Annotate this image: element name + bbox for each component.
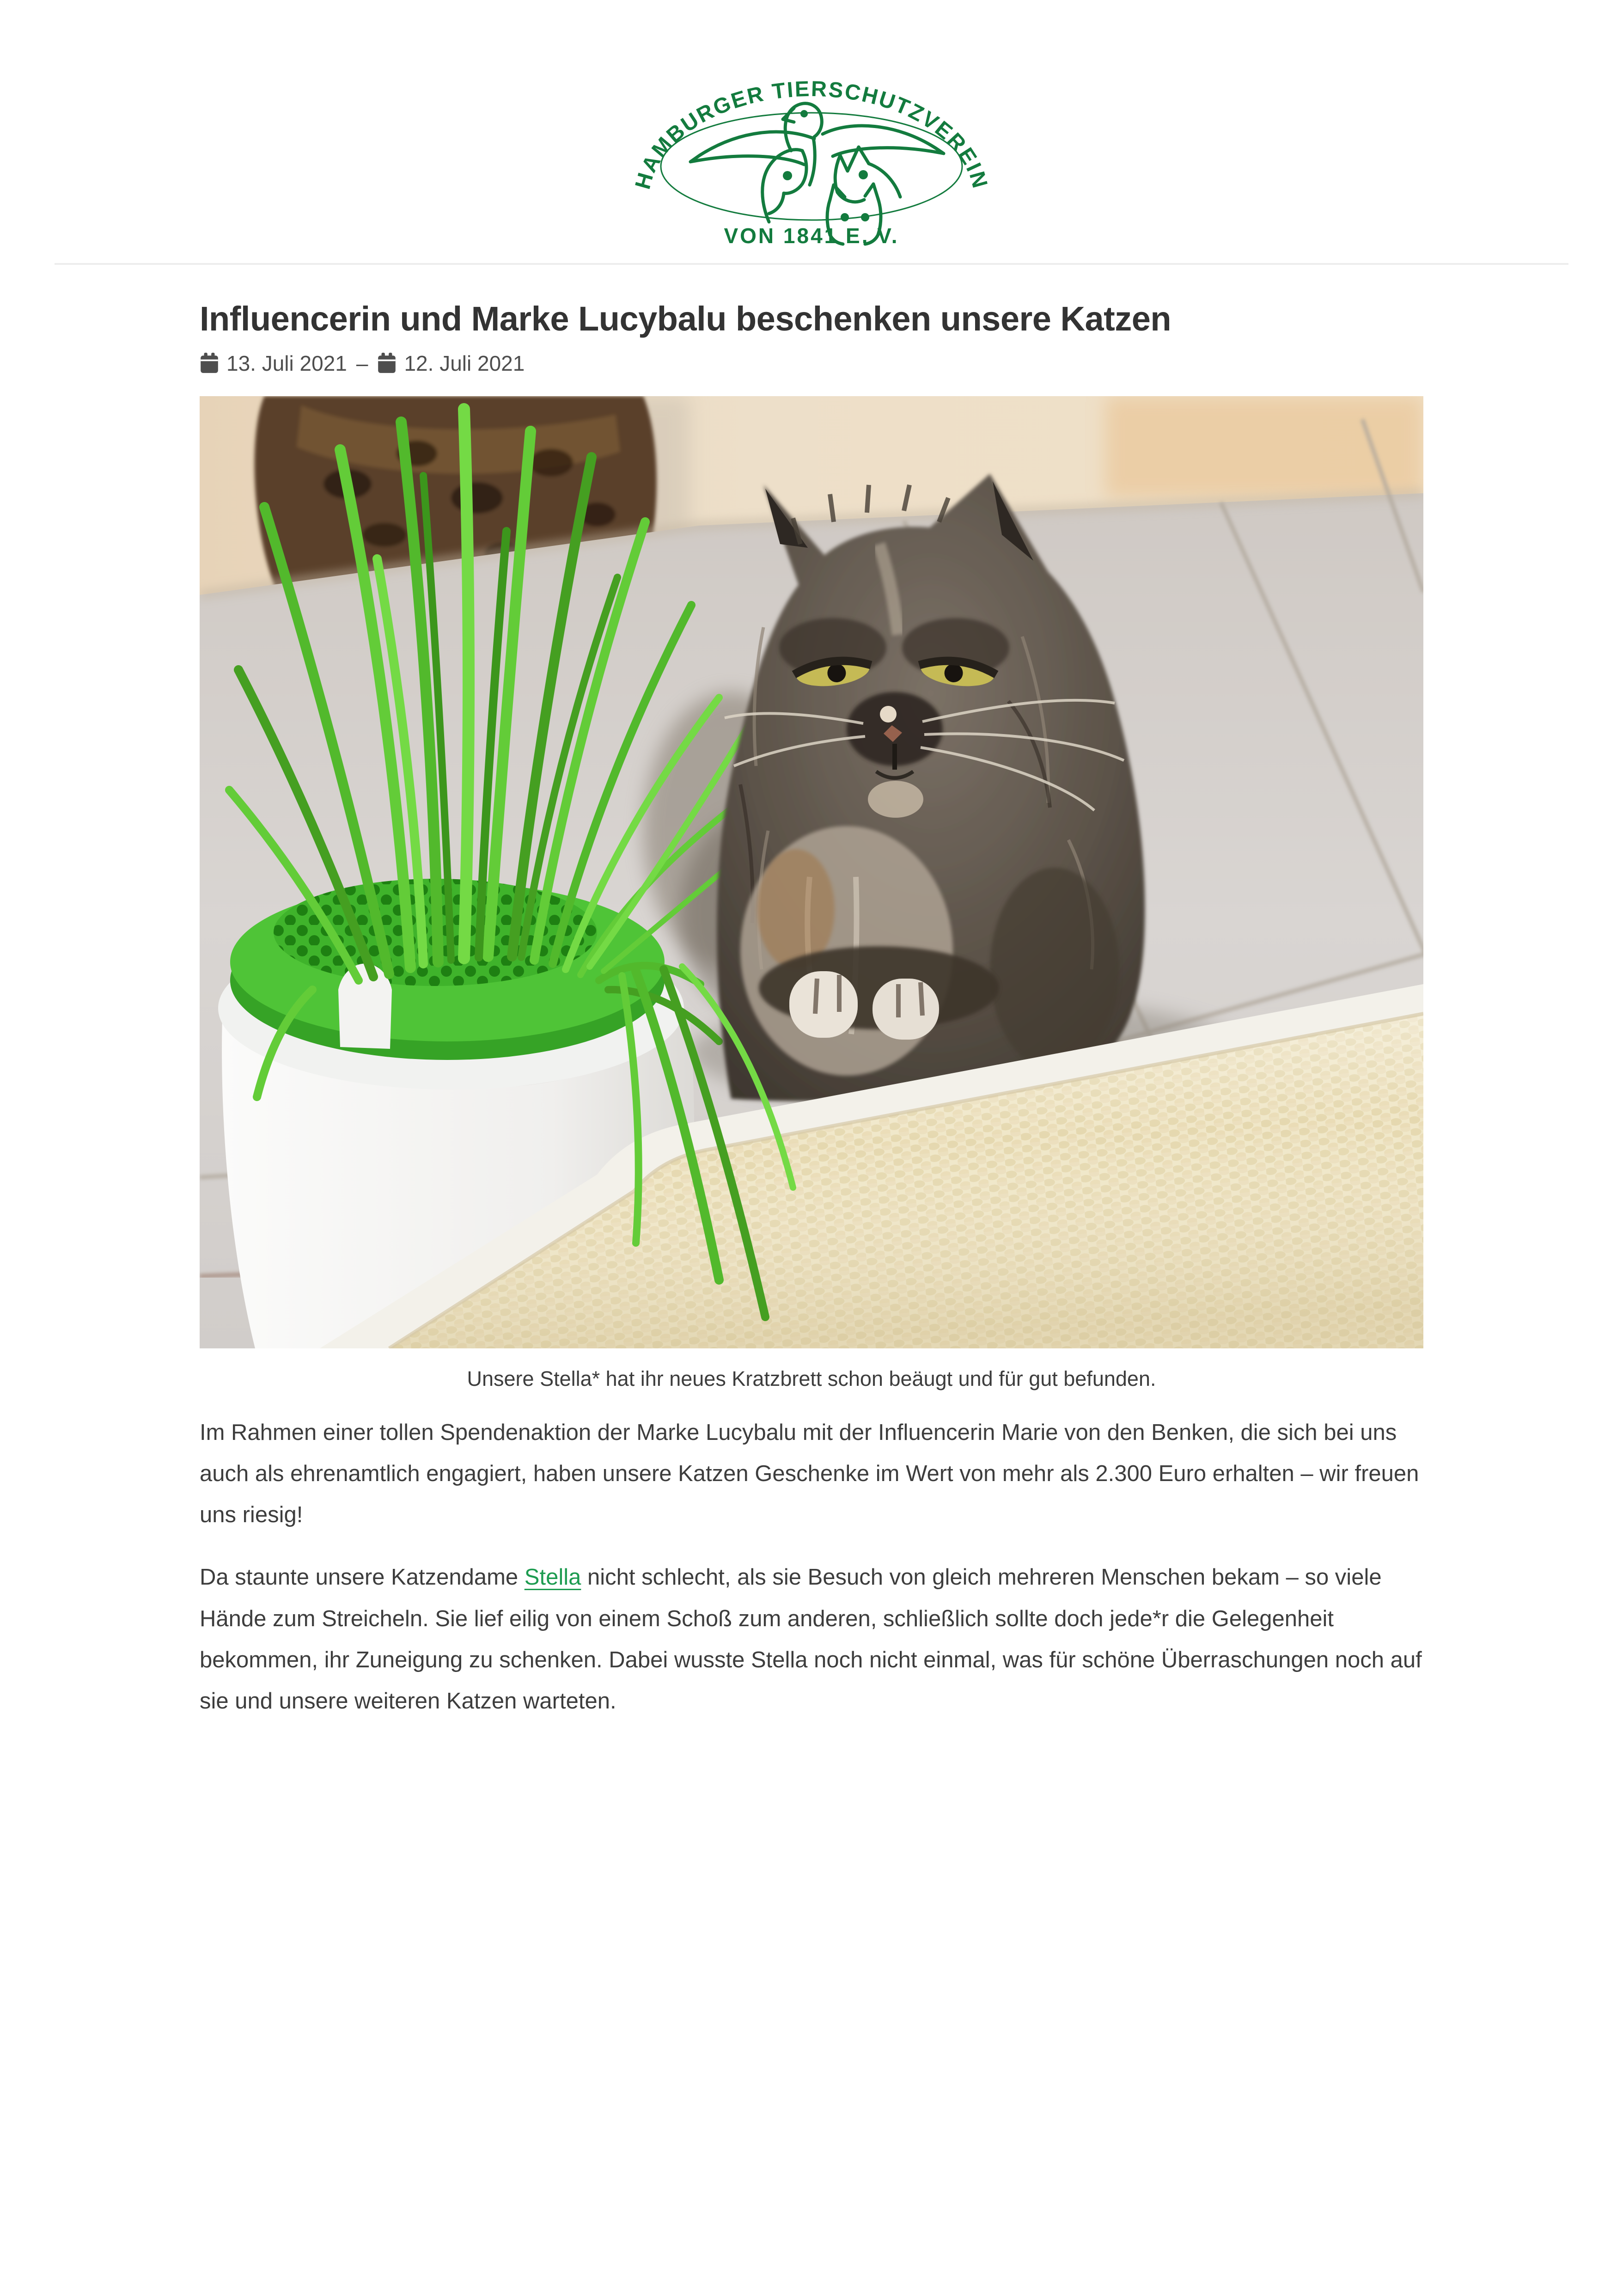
- article: [200, 299, 1423, 1722]
- logo-arc-text: HAMBURGER TIERSCHUTZVEREIN: [630, 76, 993, 192]
- page-title: Influencerin und Marke Lucybalu beschenken unsere Katzen: [200, 300, 1171, 338]
- cat-photo: [200, 396, 1423, 1348]
- stella-link[interactable]: Stella: [524, 1565, 581, 1590]
- date-separator: –: [356, 351, 368, 375]
- paragraph-2: [200, 1557, 1423, 1722]
- article-dates: [200, 351, 1423, 376]
- logo-ellipse: [661, 113, 962, 220]
- cat-paw: [873, 979, 939, 1040]
- paragraph-2-text-before: Da staunte unsere Katzendame: [200, 1565, 525, 1590]
- htv-logo-graphic: [631, 64, 992, 249]
- site-logo[interactable]: [631, 64, 992, 249]
- article-figure: [200, 396, 1423, 1391]
- date-start: 13. Juli 2021: [226, 351, 347, 375]
- cat-paw: [789, 971, 858, 1038]
- calendar-icon: [200, 353, 219, 374]
- image-caption: Unsere Stella* hat ihr neues Kratzbrett schon beäugt und für gut befunden.: [467, 1366, 1156, 1390]
- paragraph-1: Im Rahmen einer tollen Spendenaktion der Marke Lucybalu mit der Influencerin Marie von den Benken, die sich bei uns auch als ehrenamtlich engagiert, haben unsere Katzen Geschenke im Wert von mehr als 2.300 Euro erhalten – wir freuen uns riesig!: [200, 1420, 1419, 1528]
- paragraph-2-text-after: nicht schlecht, als sie Besuch von gleich mehreren Menschen bekam – so viele Hände zum Streicheln. Sie lief eilig von einem Schoß zum anderen, schließlich sollte doch jede*r die Gelegenheit bekommen, ihr Zuneigung zu schenken. Dabei wusste Stella noch nicht einmal, was für schöne Überraschungen noch auf sie und unsere weiteren Katzen warteten.: [200, 1565, 1422, 1714]
- logo-subtitle: VON 1841 E. V.: [724, 224, 899, 248]
- header-divider: [55, 263, 1568, 265]
- date-end: 12. Juli 2021: [404, 351, 525, 375]
- horse-icon: [763, 150, 806, 222]
- calendar-icon: [377, 353, 397, 374]
- site-header: [0, 0, 1623, 251]
